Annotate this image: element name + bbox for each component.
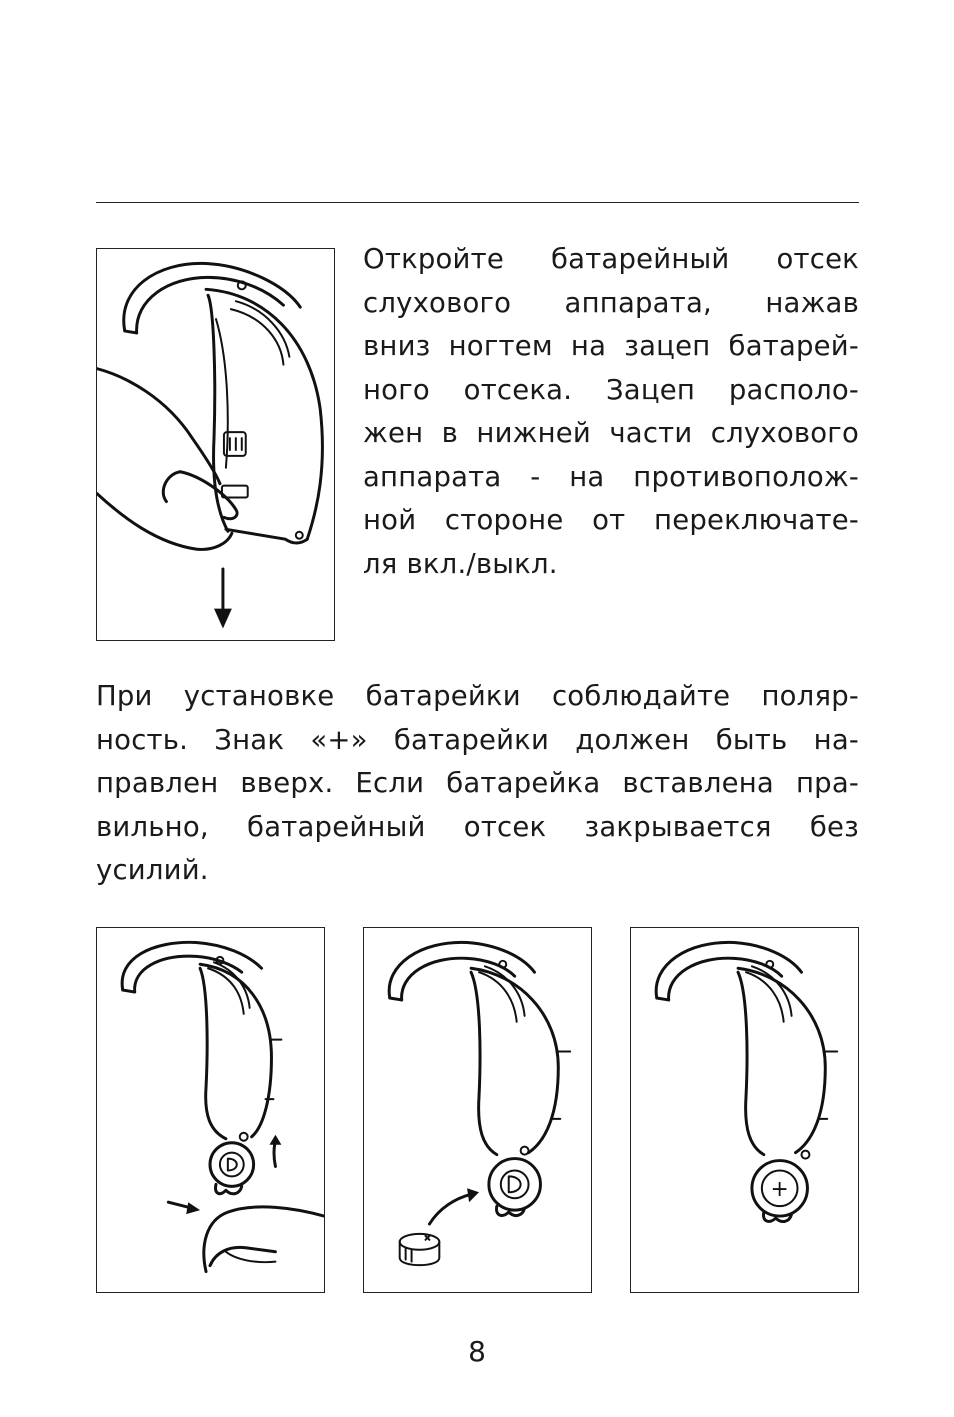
page-number: 8 xyxy=(468,1335,486,1368)
text-line: При установке батарейки соблюдайте поляр- xyxy=(96,680,859,712)
instruction-open-compartment xyxy=(363,238,859,586)
text-line: усилий. xyxy=(96,854,209,886)
figure-battery-insertion xyxy=(363,927,592,1293)
text-line: слухового аппарата, нажав xyxy=(363,286,859,319)
text-line: ность. Знак «+» батарейки должен быть на- xyxy=(96,723,859,756)
battery-inserted-plus-up-icon xyxy=(631,928,858,1292)
hearing-aid-compartment-open-icon xyxy=(97,928,324,1292)
text-line: ля вкл./выкл. xyxy=(363,547,558,580)
text-line: аппарата - на противополож- xyxy=(363,460,859,493)
top-rule xyxy=(96,202,859,203)
figure-battery-inserted xyxy=(630,927,859,1293)
text-line: вильно, батарейный отсек закрывается без xyxy=(96,810,859,843)
battery-insertion-icon xyxy=(364,928,591,1292)
figure-open-compartment xyxy=(96,248,335,641)
hearing-aid-open-compartment-icon xyxy=(97,249,334,640)
text-line: жен в нижней части слухового xyxy=(363,417,859,449)
figure-compartment-open xyxy=(96,927,325,1293)
text-line: правлен вверх. Если батарейка вставлена пра- xyxy=(96,767,859,799)
instruction-polarity xyxy=(96,675,859,893)
text-line: ной стороне от переключате- xyxy=(363,504,859,536)
text-line: вниз ногтем на зацеп батарей- xyxy=(363,330,859,362)
text-line: ного отсека. Зацеп располо- xyxy=(363,373,859,406)
battery-plus-label: + xyxy=(770,1177,789,1203)
text-line: Откройте батарейный отсек xyxy=(363,243,859,275)
